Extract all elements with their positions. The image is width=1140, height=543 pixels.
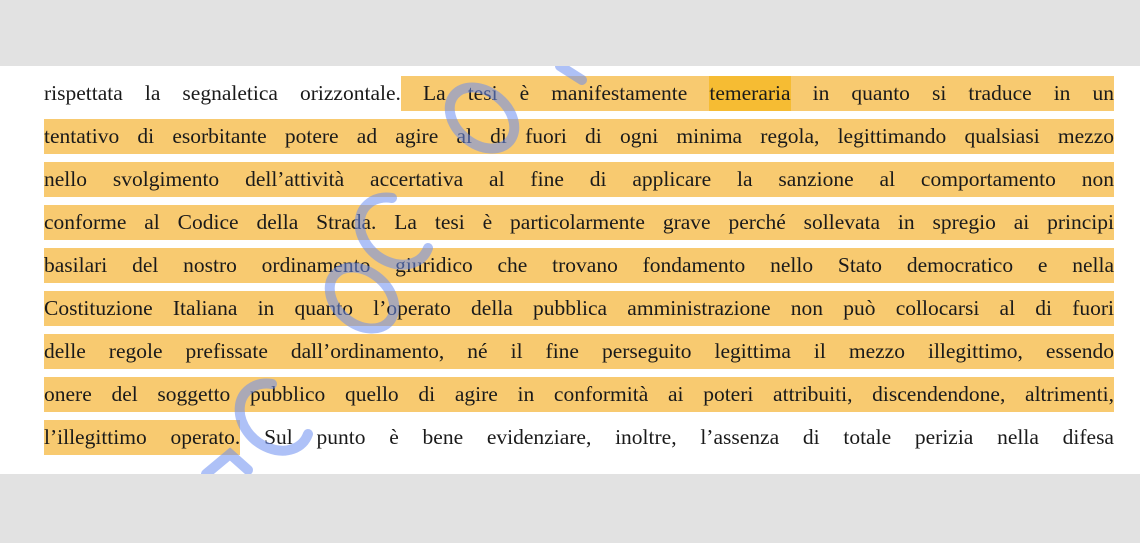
highlighted-text: La tesi è manifestamente [401,76,710,111]
text-line-1 [44,72,1114,115]
highlighted-text: tentativo di esorbitante potere ad agire al di fuori di ogni minima regola, legittimando qualsiasi mezzo [44,119,1114,154]
bottom-margin [0,474,1140,543]
strong-highlighted-word: temeraria [709,76,790,111]
highlighted-text: basilari del nostro ordinamento giuridico che trovano fondamento nello Stato democratico e nella [44,248,1114,283]
document-page [0,66,1140,474]
plain-text: rispettata la segnaletica orizzontale. [44,81,401,105]
text-line-3 [44,158,1114,201]
text-line-4 [44,201,1114,244]
plain-text: Sul punto è bene evidenziare, inoltre, l’assenza di totale perizia nella difesa [240,425,1114,449]
text-line-9 [44,416,1114,459]
top-margin [0,0,1140,66]
highlighted-text: l’illegittimo operato. [44,420,240,455]
highlighted-text: in quanto si traduce in un [791,76,1114,111]
highlighted-text: nello svolgimento dell’attività accertativa al fine di applicare la sanzione al comportamento non [44,162,1114,197]
highlighted-text: delle regole prefissate dall’ordinamento, né il fine perseguito legittima il mezzo illegittimo, essendo [44,334,1114,369]
highlighted-text: conforme al Codice della Strada. La tesi è particolarmente grave perché sollevata in spregio ai principi [44,205,1114,240]
text-line-5 [44,244,1114,287]
text-line-6 [44,287,1114,330]
text-line-7 [44,330,1114,373]
text-line-8 [44,373,1114,416]
highlighted-text: Costituzione Italiana in quanto l’operato della pubblica amministrazione non può collocarsi al di fuori [44,291,1114,326]
paragraph [44,72,1114,459]
text-line-2 [44,115,1114,158]
highlighted-text: onere del soggetto pubblico quello di agire in conformità ai poteri attribuiti, discendendone, altrimenti, [44,377,1114,412]
